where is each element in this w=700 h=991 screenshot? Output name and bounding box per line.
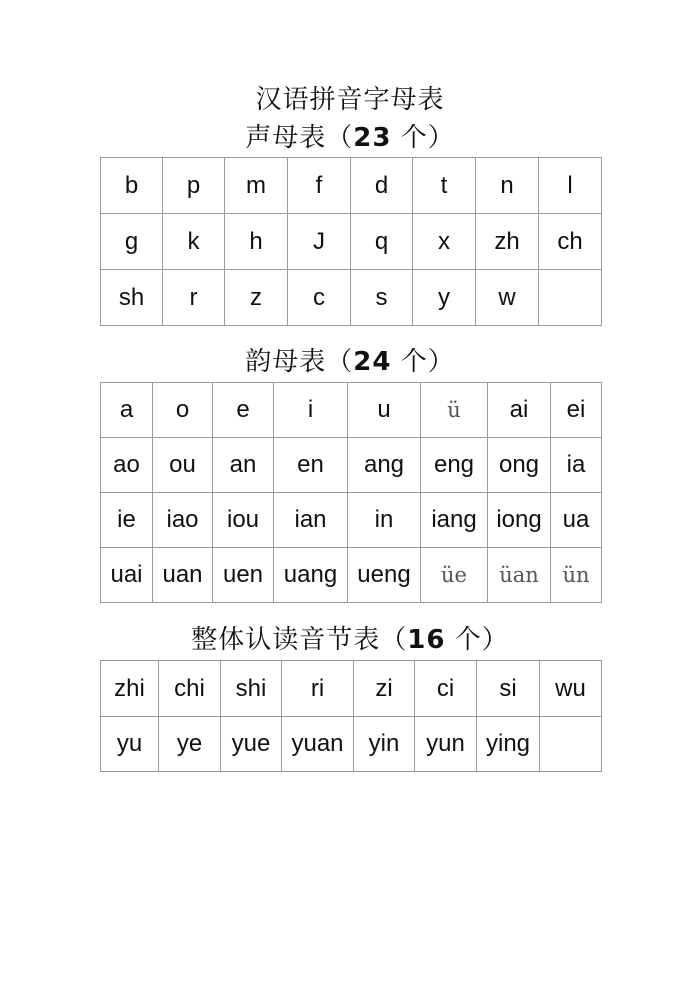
initial-cell: w bbox=[476, 270, 539, 326]
initials-heading-suffix: 个） bbox=[391, 123, 455, 153]
initial-cell: y bbox=[413, 270, 476, 326]
initials-heading-prefix: 声母表（ bbox=[245, 123, 354, 153]
final-cell: iong bbox=[488, 493, 551, 548]
initials-heading-count: 23 bbox=[353, 123, 392, 153]
final-cell: uen bbox=[213, 548, 274, 603]
initial-cell: c bbox=[288, 270, 351, 326]
finals-heading-suffix: 个） bbox=[391, 347, 455, 377]
final-cell: an bbox=[213, 438, 274, 493]
final-cell: ei bbox=[551, 383, 602, 438]
syllable-cell: yun bbox=[415, 717, 477, 772]
whole-syllables-heading-suffix: 个） bbox=[445, 625, 509, 655]
syllable-cell: wu bbox=[540, 661, 602, 717]
initial-cell: m bbox=[225, 158, 288, 214]
table-row bbox=[101, 270, 602, 326]
finals-table bbox=[100, 382, 602, 603]
final-cell: ie bbox=[101, 493, 153, 548]
initial-cell: k bbox=[163, 214, 225, 270]
table-row bbox=[101, 548, 602, 603]
final-cell: ong bbox=[488, 438, 551, 493]
document-title: 汉语拼音字母表 bbox=[255, 85, 445, 115]
initials-table bbox=[100, 157, 602, 326]
final-cell: ueng bbox=[348, 548, 421, 603]
syllable-cell: ye bbox=[159, 717, 221, 772]
syllable-cell: zhi bbox=[101, 661, 159, 717]
initial-cell: d bbox=[351, 158, 413, 214]
final-cell: uan bbox=[153, 548, 213, 603]
final-cell: ai bbox=[488, 383, 551, 438]
final-cell: ün bbox=[551, 548, 602, 603]
final-cell: ou bbox=[153, 438, 213, 493]
syllable-cell: ci bbox=[415, 661, 477, 717]
initial-cell: s bbox=[351, 270, 413, 326]
initial-cell: f bbox=[288, 158, 351, 214]
initial-cell: z bbox=[225, 270, 288, 326]
initial-cell: b bbox=[101, 158, 163, 214]
initial-cell: J bbox=[288, 214, 351, 270]
table-row bbox=[101, 438, 602, 493]
empty-cell bbox=[539, 270, 602, 326]
initial-cell: r bbox=[163, 270, 225, 326]
final-cell: ian bbox=[274, 493, 348, 548]
empty-cell bbox=[540, 717, 602, 772]
syllable-cell: yin bbox=[354, 717, 415, 772]
initial-cell: l bbox=[539, 158, 602, 214]
initial-cell: x bbox=[413, 214, 476, 270]
final-cell: en bbox=[274, 438, 348, 493]
whole-syllables-table bbox=[100, 660, 602, 772]
final-cell: ü bbox=[421, 383, 488, 438]
whole-syllables-heading bbox=[0, 624, 700, 656]
whole-syllables-heading-prefix: 整体认读音节表（ bbox=[191, 625, 408, 655]
final-cell: ia bbox=[551, 438, 602, 493]
syllable-cell: yu bbox=[101, 717, 159, 772]
final-cell: u bbox=[348, 383, 421, 438]
finals-heading bbox=[0, 346, 700, 378]
syllable-cell: zi bbox=[354, 661, 415, 717]
syllable-cell: ri bbox=[282, 661, 354, 717]
table-row bbox=[101, 214, 602, 270]
syllable-cell: ying bbox=[477, 717, 540, 772]
final-cell: iang bbox=[421, 493, 488, 548]
table-row bbox=[101, 661, 602, 717]
final-cell: uai bbox=[101, 548, 153, 603]
table-row bbox=[101, 493, 602, 548]
final-cell: üan bbox=[488, 548, 551, 603]
final-cell: in bbox=[348, 493, 421, 548]
syllable-cell: chi bbox=[159, 661, 221, 717]
initial-cell: t bbox=[413, 158, 476, 214]
syllable-cell: yuan bbox=[282, 717, 354, 772]
finals-heading-prefix: 韵母表（ bbox=[245, 347, 354, 377]
whole-syllables-heading-count: 16 bbox=[407, 625, 446, 655]
initial-cell: sh bbox=[101, 270, 163, 326]
table-row bbox=[101, 717, 602, 772]
final-cell: e bbox=[213, 383, 274, 438]
final-cell: o bbox=[153, 383, 213, 438]
final-cell: iao bbox=[153, 493, 213, 548]
final-cell: iou bbox=[213, 493, 274, 548]
initials-heading bbox=[0, 122, 700, 154]
initial-cell: zh bbox=[476, 214, 539, 270]
initial-cell: q bbox=[351, 214, 413, 270]
initial-cell: ch bbox=[539, 214, 602, 270]
final-cell: a bbox=[101, 383, 153, 438]
initial-cell: p bbox=[163, 158, 225, 214]
initial-cell: g bbox=[101, 214, 163, 270]
initial-cell: h bbox=[225, 214, 288, 270]
final-cell: uang bbox=[274, 548, 348, 603]
final-cell: ua bbox=[551, 493, 602, 548]
final-cell: üe bbox=[421, 548, 488, 603]
final-cell: i bbox=[274, 383, 348, 438]
initial-cell: n bbox=[476, 158, 539, 214]
table-row bbox=[101, 383, 602, 438]
syllable-cell: shi bbox=[221, 661, 282, 717]
final-cell: ao bbox=[101, 438, 153, 493]
syllable-cell: si bbox=[477, 661, 540, 717]
final-cell: eng bbox=[421, 438, 488, 493]
table-row bbox=[101, 158, 602, 214]
final-cell: ang bbox=[348, 438, 421, 493]
finals-heading-count: 24 bbox=[353, 347, 392, 377]
syllable-cell: yue bbox=[221, 717, 282, 772]
